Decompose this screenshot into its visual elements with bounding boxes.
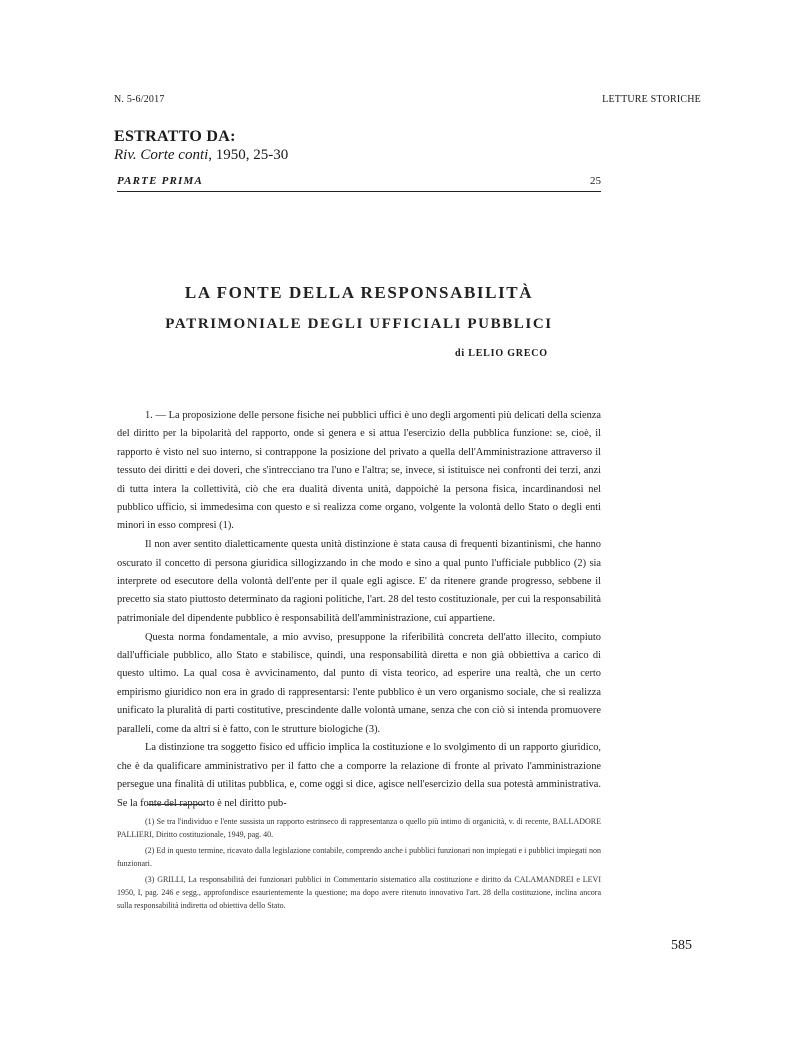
running-header-issue: N. 5-6/2017 bbox=[114, 94, 165, 105]
footnotes bbox=[117, 815, 601, 915]
body-paragraph: Questa norma fondamentale, a mio avviso, presuppone la riferibilità concreta dell'atto illecito, compiuto dall'ufficiale pubblico, allo Stato e stabilisce, quindi, una responsabilità diretta e non già obbiettiva a carico di questo ultimo. La qual cosa è avvicinamento, dal punto di vista teorico, ad esperire una realtà, che un certo empirismo giuridico non era in grado di rappresentarsi: l'ente pubblico è un vero organismo sociale, che si realizza unificato la pluralità di parti costitutive, prescindente dalle volontà umane, senza che con ciò si intenda promuovere paralleli, come da altri si è fatto, con le strutture biologiche (3). bbox=[117, 631, 601, 735]
article-title-line-2: PATRIMONIALE DEGLI UFFICIALI PUBBLICI bbox=[165, 316, 553, 332]
extract-source-details: , 1950, 25-30 bbox=[208, 147, 289, 163]
article-title-line-1: LA FONTE DELLA RESPONSABILITÀ bbox=[184, 283, 534, 302]
section-label: PARTE PRIMA bbox=[117, 175, 204, 187]
extract-source bbox=[114, 147, 288, 164]
article-byline: di LELIO GRECO bbox=[455, 348, 548, 359]
body-paragraph: La distinzione tra soggetto fisico ed ufficio implica la costituzione e lo svolgimento di un rapporto giuridico, che è da qualificare amministrativo per il fatto che a comporre la relazione di fronte al privato l'amministrazione persegue una finalità di utilitas pubblica, e, come oggi si dice, agisce nell'esercizio della sua potestà amministrativa. Se la fonte del rapporto è nel diritto pub- bbox=[117, 742, 601, 809]
footnote: (1) Se tra l'individuo e l'ente sussista un rapporto estrinseco di rappresentanza o quello più intimo di organicità, v. di recente, BALLADORE PALLIERI, Diritto costituzionale, 1949, pag. 40. bbox=[117, 817, 601, 840]
footnote: (2) Ed in questo termine, ricavato dalla legislazione contabile, comprendo anche i pubblici funzionari non impiegati e i pubblici impiegati non funzionari. bbox=[117, 846, 601, 869]
footnote-divider bbox=[148, 804, 204, 805]
footnote: (3) GRILLI, La responsabilità dei funzionari pubblici in Commentario sistematico alla costituzione e diritto da CALAMANDREI e LEVI 1950, I, pag. 246 e segg., approfondisce esaurientemente la questione; ma dopo avere ritenuto innovativo l'art. 28 della costituzione, inclina ancora sulla responsabilità indiretta od obiettiva dello Stato. bbox=[117, 875, 601, 911]
extract-source-journal: Riv. Corte conti bbox=[114, 147, 209, 163]
original-page-number: 25 bbox=[590, 175, 601, 187]
page-number: 585 bbox=[671, 938, 692, 953]
article-body bbox=[117, 407, 601, 814]
body-paragraph: 1. — La proposizione delle persone fisiche nei pubblici uffici è uno degli argomenti più delicati della scienza del diritto per la bipolarità del rapporto, onde si genera e si attua l'esercizio della pubblica funzione: se, cioè, il rapporto è visto nel suo interno, si contrappone la posizione del privato a quella dell'Amministrazione attraverso il tessuto dei diritti e dei doveri, che s'intrecciano tra l'uno e l'altra; se, invece, si istituisce nei confronti dei terzi, anzi di tutta intera la collettività, ciò che era dualità diventa unità, dappoichè la persona fisica, incardinandosi nel pubblico ufficio, si immedesima con questo e si realizza come organo, volgente la volontà dello Stato o degli enti minori in esso compresi (1). bbox=[117, 410, 601, 532]
body-paragraph: Il non aver sentito dialetticamente questa unità distinzione è stata causa di frequenti bizantinismi, che hanno oscurato il concetto di persona giuridica sillogizzando in che modo e sino a qual punto l'ufficiale pubblico (2) sia interprete od esecutore della volontà dell'ente per il quale egli agisce. E' da ritenere grande progresso, sebbene il precetto sia stato piuttosto determinato da ragioni politiche, l'art. 28 del testo costituzionale, per cui la responsabilità patrimoniale del dipendente pubblico è responsabilità dell'amministrazione, cui appartiene. bbox=[117, 539, 601, 624]
extract-heading: ESTRATTO DA: bbox=[114, 128, 236, 145]
section-header bbox=[117, 175, 601, 192]
running-header-journal: LETTURE STORICHE bbox=[602, 94, 701, 105]
